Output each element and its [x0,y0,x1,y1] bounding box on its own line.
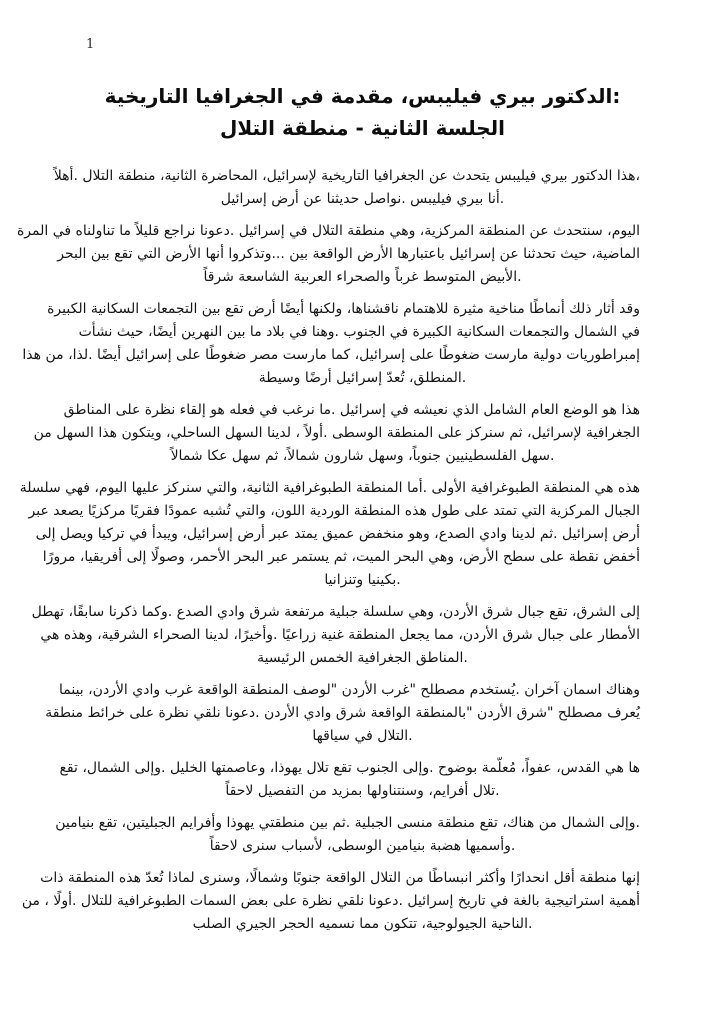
text-line: .الناحية الجيولوجية، تتكون مما نسميه الحجر الجيري الصلب [192,916,533,932]
text-line: في الشمال والتجمعات السكانية الكبيرة في الجنوب .وهنا في بلاد ما بين النهرين أيضًا، حيث نشأت [78,324,640,340]
text-line: .المناطق الجغرافية الخمس الرئيسية [257,650,468,666]
paragraph [19,477,640,592]
document-title [85,80,640,144]
text-line: .المنطلق، تُعدّ إسرائيل أرضًا وسيطة [258,370,467,386]
text-line: .تلال أفرايم، وسنتناولها بمزيد من التفصيل لاحقاً [225,783,500,799]
paragraph [16,220,640,289]
text-line: هذه هي المنطقة الطبوغرافية الأولى .أما المنطقة الطبوغرافية الثانية، والتي سنركز عليها اليوم، فهي سلسلة [19,480,640,496]
paragraph [33,399,640,468]
text-line: .وإلى الشمال من هناك، تقع منطقة منسى الجبلية .ثم بين منطقتي يهوذا وأفرايم الجبليتين، تقع بنيامين [55,815,640,831]
text-line: ها هي القدس، عفواً، مُعلّمة بوضوح .وإلى الجنوب تقع تلال يهوذا، وعاصمتها الخليل .وإلى الشمال، تقع [59,760,640,776]
text-line: هذا هو الوضع العام الشامل الذي نعيشه في إسرائيل .ما نرغب في فعله هو إلقاء نظرة على المناطق [63,402,640,418]
text-line: .وأسميها هضبة بنيامين الوسطى، لأسباب سنرى لاحقاً [209,838,516,854]
paragraph [45,679,640,748]
paragraph [31,601,640,670]
paragraph [55,812,640,858]
text-line: يُعرف مصطلح "شرق الأردن "بالمنطقة الواقعة شرق وادي الأردن .دعونا نلقي نظرة على خرائط منطقة [45,705,640,721]
text-line: وهناك اسمان آخران .يُستخدم مصطلح "غرب الأردن "لوصف المنطقة الواقعة غرب وادي الأردن، بينما [59,682,640,698]
page-number: 1 [86,37,95,52]
paragraph [59,757,640,803]
paragraph [53,165,640,211]
text-line: .التلال في سياقها [312,728,413,744]
text-line: الجغرافية لإسرائيل، ثم سنركز على المنطقة الوسطى .أولاً ، لدينا السهل الساحلي، ويتكون هذا السهل من [33,425,640,441]
title-line: :الدكتور بيري فيليبس، مقدمة في الجغرافيا التاريخية [104,84,621,108]
text-line: أخفض نقطة على سطح الأرض، وهي البحر الميت، ثم يستمر عبر البحر الأحمر، وصولًا إلى أفريقيا، مرورًا [42,549,640,565]
title-line: الجلسة الثانية - منطقة التلال [219,116,506,140]
text-line: الأمطار على جبال شرق الأردن، مما يجعل المنطقة غنية زراعيًا .وأخيرًا، لدينا الصحراء الشرقية، وهذه هي [40,627,640,643]
paragraph [21,867,640,936]
text-line: إمبراطوريات دولية مارست ضغوطًا على إسرائيل، كما مارست مصر ضغوطًا على إسرائيل أيضًا .لذا، من هذا [22,347,640,363]
text-line: .الأبيض المتوسط غرباً والصحراء العربية الشاسعة شرقاً [203,269,522,285]
text-line: .سهل الفلسطينيين جنوباً، وسهل شارون شمالاً، ثم سهل عكا شمالاً [170,448,555,464]
text-line: ،هذا الدكتور بيري فيليبس يتحدث عن الجغرافيا التاريخية لإسرائيل، المحاضرة الثانية، منطقة التلال .أهلاً [53,168,640,184]
text-line: اليوم، سنتحدث عن المنطقة المركزية، وهي منطقة التلال في إسرائيل .دعونا نراجع قليلاً ما تناولناه في المرة [16,223,640,239]
paragraph [22,298,640,390]
text-line: أرض إسرائيل .ثم لدينا وادي الصدع، وهو منخفض عميق يمتد عبر أرض إسرائيل، ويبدأ في تركيا ويصل إلى [35,526,640,542]
text-line: إلى الشرق، تقع جبال شرق الأردن، وهي سلسلة جبلية مرتفعة شرق وادي الصدع .وكما ذكرنا سابقًا، تهطل [31,604,640,620]
text-line: إنها منطقة أقل انحدارًا وأكثر انبساطًا من التلال الواقعة جنوبًا وشمالًا، وسنرى لماذا تُعدّ هذه المنطقة ذات [40,870,640,886]
text-line: .أنا بيري فيليبس .نواصل حديثنا عن أرض إسرائيل [220,191,505,207]
text-line: أهمية استراتيجية بالغة في تاريخ إسرائيل .دعونا نلقي نظرة على بعض السمات الطبوغرافية للتلال .أولًا ، من [21,893,640,909]
text-line: الماضية، حيث تحدثنا عن إسرائيل باعتبارها الأرض الواقعة بين ...وتذكروا أنها الأرض التي تقع بين البحر [57,246,640,262]
text-line: وقد أثار ذلك أنماطًا مناخية مثيرة للاهتمام ناقشناها، ولكنها أيضًا أرض تقع بين التجمعات السكانية الكبيرة [47,301,640,317]
text-line: الجبال المركزية التي تمتد على طول هذه المنطقة الوردية اللون، والتي تُشبه عمودًا فقريًا مركزيًا يصعد عبر [28,503,640,519]
text-line: .بكينيا وتنزانيا [324,572,401,588]
